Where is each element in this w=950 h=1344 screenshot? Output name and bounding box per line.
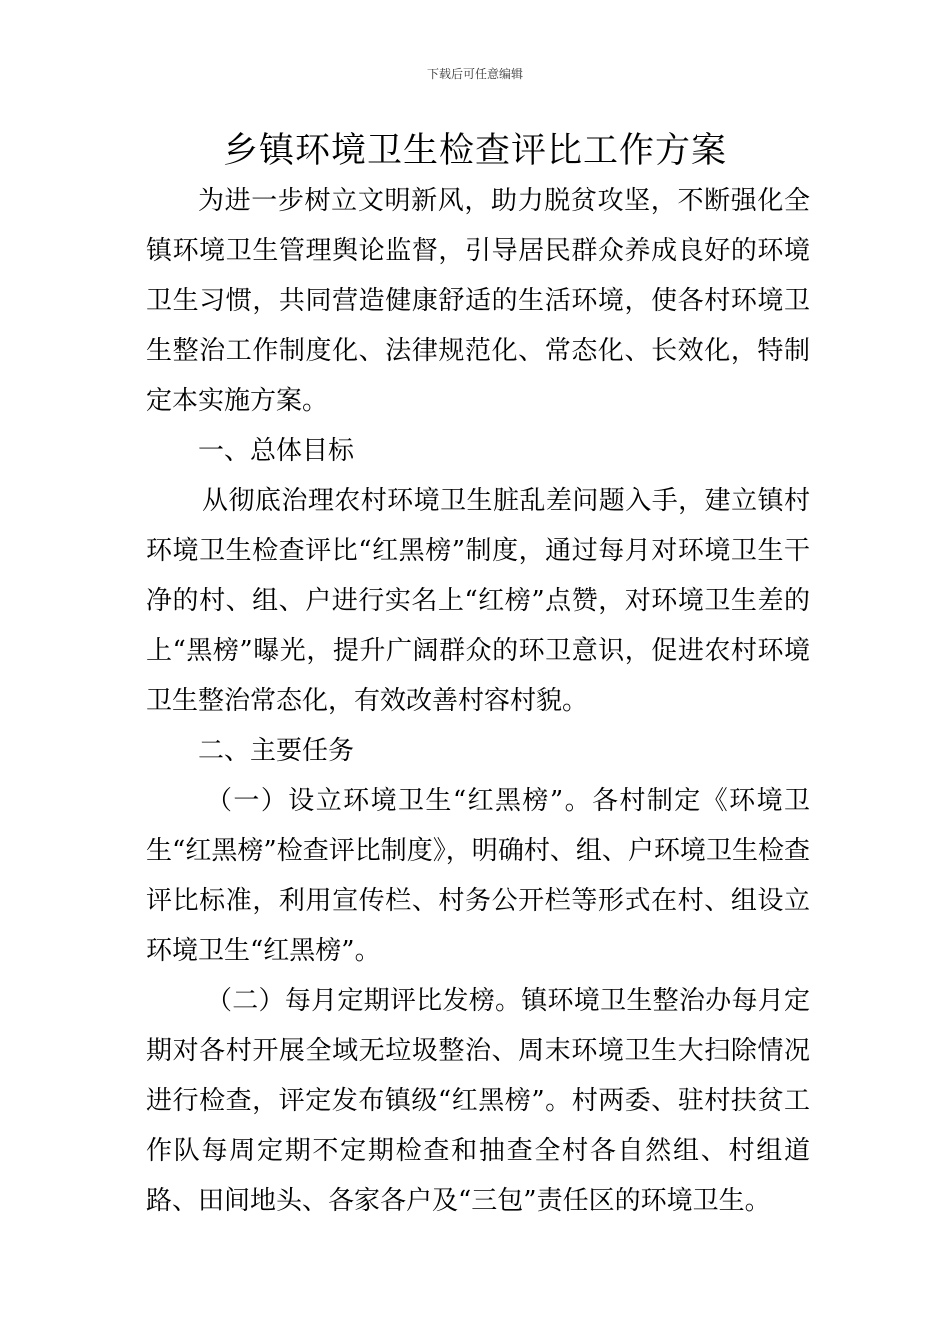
paragraph-task-1: （一）设立环境卫生“红黑榜”。各村制定《环境卫生“红黑榜”检查评比制度》，明确村、组、户环境卫生检查评比标准，利用宣传栏、村务公开栏等形式在村、组设立环境卫生“红黑榜”。 [146,786,810,966]
header-note: 下载后可任意编辑 [426,67,523,81]
section-heading-overall-goal: 一、总体目标 [198,436,355,466]
document-body [146,176,810,1226]
section-heading-main-tasks: 二、主要任务 [198,736,355,766]
document-title: 乡镇环境卫生检查评比工作方案 [222,131,727,171]
paragraph-overall-goal: 从彻底治理农村环境卫生脏乱差问题入手，建立镇村环境卫生检查评比“红黑榜”制度，通过每月对环境卫生干净的村、组、户进行实名上“红榜”点赞，对环境卫生差的上“黑榜”曝光，提升广阔群众的环卫意识，促进农村环境卫生整治常态化，有效改善村容村貌。 [146,486,810,716]
paragraph-task-2: （二）每月定期评比发榜。镇环境卫生整治办每月定期对各村开展全域无垃圾整治、周末环境卫生大扫除情况进行检查，评定发布镇级“红黑榜”。村两委、驻村扶贫工作队每周定期不定期检查和抽查全村各自然组、村组道路、田间地头、各家各户及“三包”责任区的环境卫生。 [146,986,810,1216]
paragraph-intro: 为进一步树立文明新风，助力脱贫攻坚，不断强化全镇环境卫生管理舆论监督，引导居民群众养成良好的环境卫生习惯，共同营造健康舒适的生活环境，使各村环境卫生整治工作制度化、法律规范化、常态化、长效化，特制定本实施方案。 [146,186,810,416]
